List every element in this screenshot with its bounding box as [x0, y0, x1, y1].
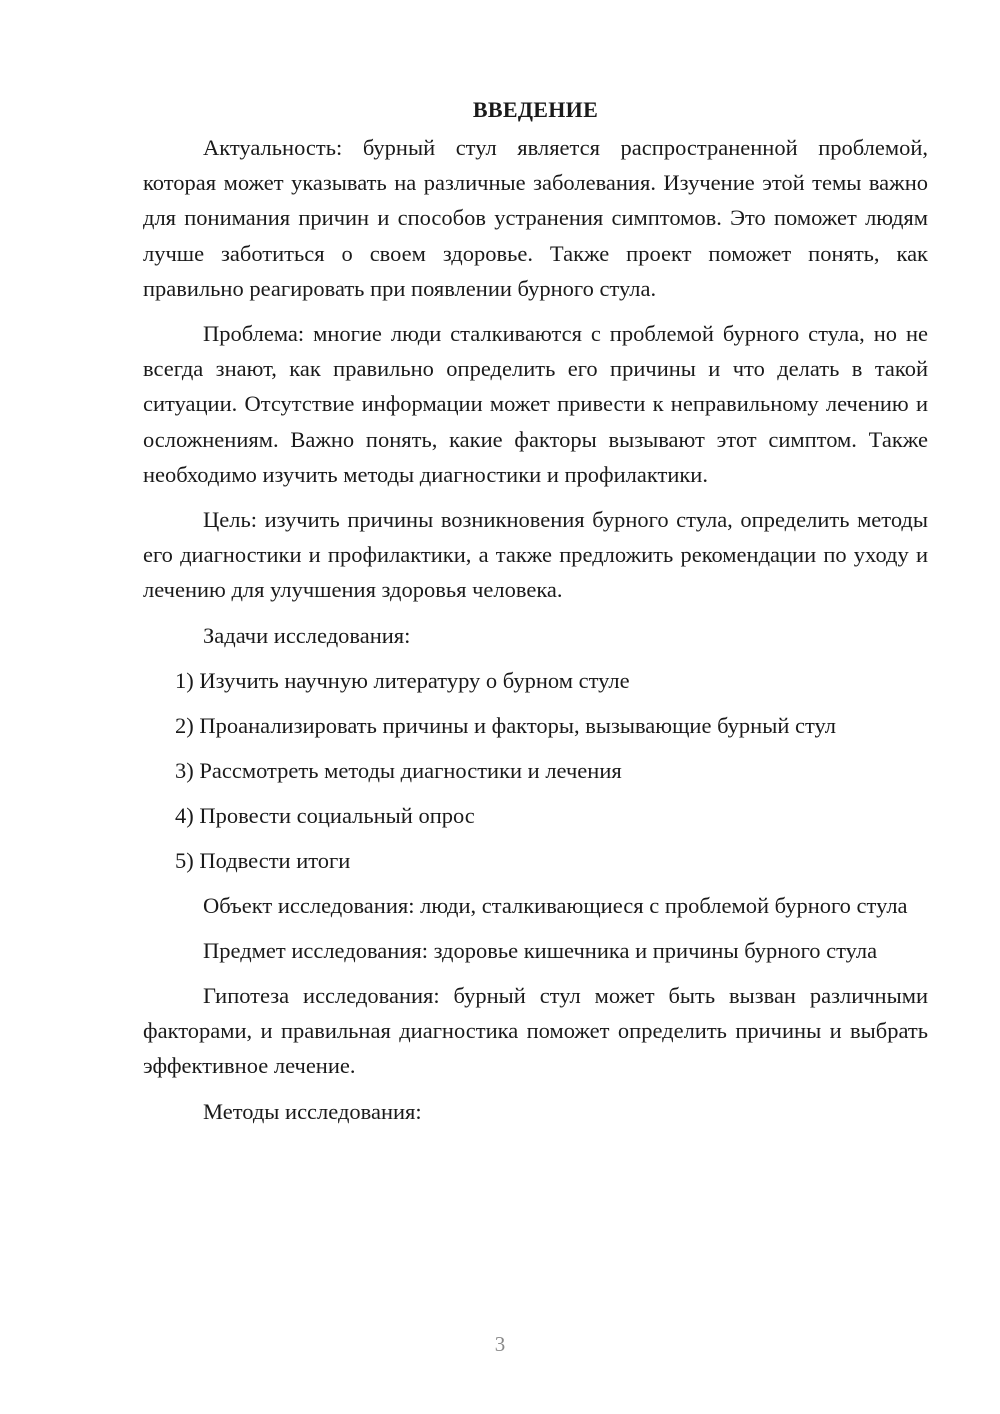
task-item-1: 1) Изучить научную литературу о бурном стуле	[175, 667, 630, 693]
goal-paragraph: Цель: изучить причины возникновения бурного стула, определить методы его диагностики и профилактики, а также предложить рекомендации по уходу и лечению для улучшения здоровья человека.	[143, 507, 928, 603]
task-item-4: 4) Провести социальный опрос	[175, 802, 475, 828]
task-item-5: 5) Подвести итоги	[175, 847, 351, 873]
page-number: 3	[494, 1332, 506, 1356]
hypothesis-paragraph: Гипотеза исследования: бурный стул может быть вызван различными факторами, и правильная диагностика поможет определить причины и выбрать эффективное лечение.	[143, 983, 928, 1079]
relevance-paragraph: Актуальность: бурный стул является распространенной проблемой, которая может указывать на различные заболевания. Изучение этой темы важно для понимания причин и способов устранения симптомов. Это поможет людям лучше заботиться о своем здоровье. Также проект поможет понять, как правильно реагировать при появлении бурного стула.	[143, 135, 928, 301]
object-paragraph: Объект исследования: люди, сталкивающиеся с проблемой бурного стула	[203, 892, 908, 918]
task-item-2: 2) Проанализировать причины и факторы, вызывающие бурный стул	[175, 712, 836, 738]
methods-heading: Методы исследования:	[203, 1098, 422, 1124]
tasks-heading: Задачи исследования:	[203, 622, 411, 648]
task-item-3: 3) Рассмотреть методы диагностики и лечения	[175, 757, 622, 783]
tasks-list	[143, 663, 928, 878]
document-page	[143, 92, 928, 1129]
problem-paragraph: Проблема: многие люди сталкиваются с проблемой бурного стула, но не всегда знают, как правильно определить его причины и что делать в такой ситуации. Отсутствие информации может привести к неправильному лечению и осложнениям. Важно понять, какие факторы вызывают этот симптом. Также необходимо изучить методы диагностики и профилактики.	[143, 321, 928, 487]
section-title: ВВЕДЕНИЕ	[472, 97, 599, 122]
subject-paragraph: Предмет исследования: здоровье кишечника и причины бурного стула	[203, 937, 878, 963]
